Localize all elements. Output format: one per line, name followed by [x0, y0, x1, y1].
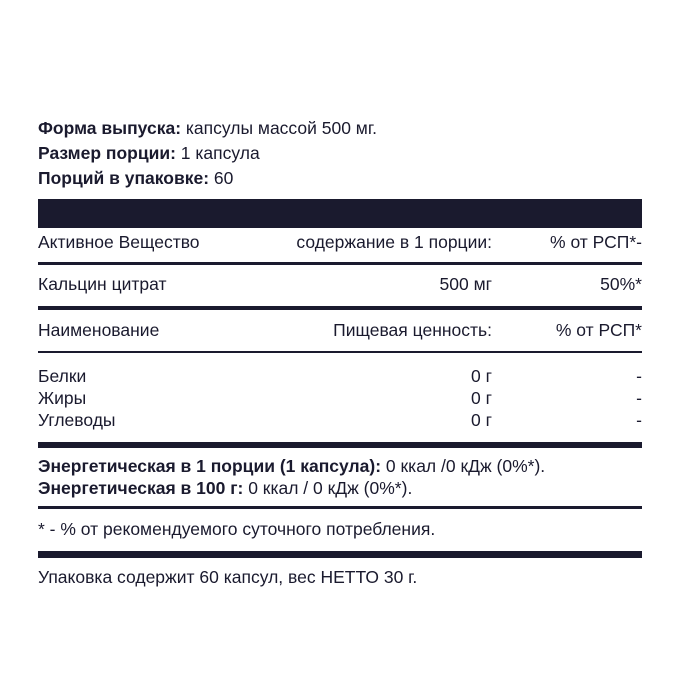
nutrient-rsp: -: [636, 388, 642, 408]
nutrient-name: Углеводы: [38, 410, 116, 430]
release-form-label: Форма выпуска:: [38, 118, 182, 138]
serving-size-line: [38, 141, 642, 166]
nutrient-name-heading: Наименование: [38, 320, 160, 340]
energy-per-serving-label: Энергетическая в 1 порции (1 капсула):: [38, 456, 382, 476]
energy-per-100g-label: Энергетическая в 100 г:: [38, 478, 244, 498]
energy-per-serving-value: 0 ккал /0 кДж (0%*).: [381, 456, 546, 476]
nutrient-amount: 0 г: [471, 366, 492, 386]
active-table-header: [38, 230, 642, 254]
energy-per-100g: [38, 477, 642, 499]
divider: [38, 551, 642, 558]
table-row: [38, 272, 642, 296]
divider: [38, 442, 642, 448]
table-row: [38, 364, 642, 388]
divider: [38, 506, 642, 509]
ingredient-name: Кальцин цитрат: [38, 274, 167, 294]
divider: [38, 351, 642, 353]
ingredient-rsp: 50%*: [600, 274, 642, 294]
table-row: [38, 386, 642, 410]
top-thick-bar: [38, 199, 642, 228]
nutrient-amount: 0 г: [471, 388, 492, 408]
release-form-line: [38, 116, 642, 141]
footnote: * - % от рекомендуемого суточного потребления.: [38, 519, 436, 539]
nutrient-rsp: -: [636, 366, 642, 386]
amount-per-serving-heading: содержание в 1 порции:: [296, 232, 492, 252]
nutrient-amount: 0 г: [471, 410, 492, 430]
divider: [38, 262, 642, 265]
serving-size-value: 1 капсула: [175, 143, 260, 163]
product-info: [38, 116, 642, 191]
serving-size-label: Размер порции:: [38, 143, 176, 163]
ingredient-amount: 500 мг: [439, 274, 492, 294]
package-note: Упаковка содержит 60 капсул, вес НЕТТО 30 г.: [38, 567, 418, 587]
servings-per-pack-line: [38, 166, 642, 191]
energy-per-serving: [38, 455, 642, 477]
servings-per-pack-label: Порций в упаковке:: [38, 168, 210, 188]
servings-per-pack-value: 60: [209, 168, 234, 188]
rsp-percent-heading: % от РСП*-: [550, 232, 642, 252]
energy-per-100g-value: 0 ккал / 0 кДж (0%*).: [243, 478, 413, 498]
table-row: [38, 408, 642, 432]
nutrient-rsp: -: [636, 410, 642, 430]
rsp-percent-heading: % от РСП*: [555, 320, 642, 340]
nutrient-name: Жиры: [38, 388, 87, 408]
divider: [38, 306, 642, 310]
nutrition-table-header: [38, 318, 642, 342]
nutritional-value-heading: Пищевая ценность:: [333, 320, 492, 340]
active-substance-heading: Активное Вещество: [38, 232, 200, 252]
release-form-value: капсулы массой 500 мг.: [181, 118, 377, 138]
nutrient-name: Белки: [38, 366, 87, 386]
